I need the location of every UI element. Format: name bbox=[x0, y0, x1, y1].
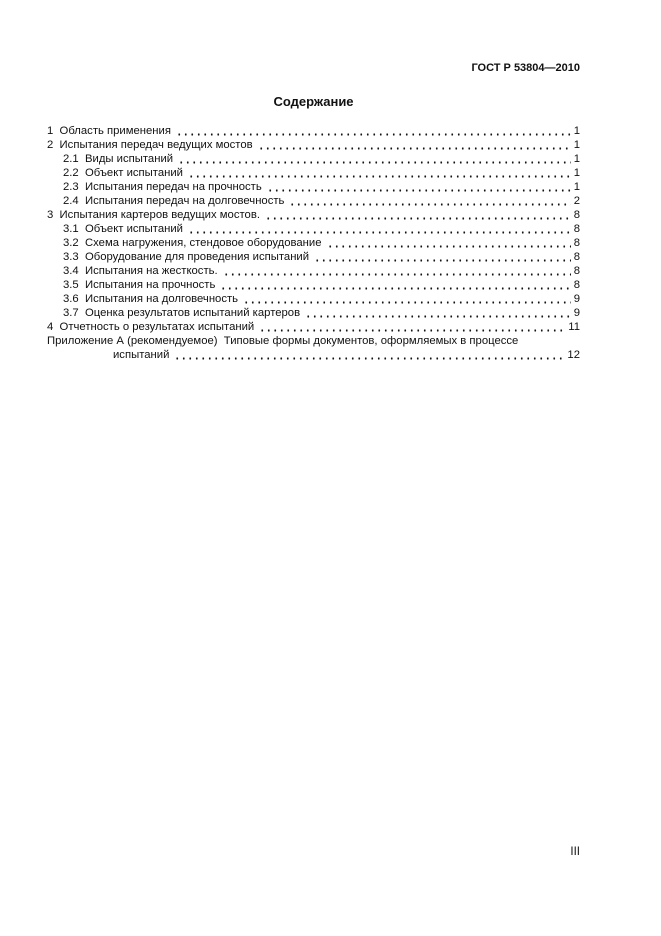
dot-leader bbox=[314, 250, 571, 264]
toc-entry bbox=[47, 292, 580, 306]
toc-entry-label: 3.1 Объект испытаний bbox=[63, 223, 183, 235]
toc-entry bbox=[47, 222, 580, 236]
toc-entry-page: 12 bbox=[567, 349, 580, 361]
dot-leader bbox=[258, 138, 571, 152]
dot-leader bbox=[223, 264, 571, 278]
toc-entry-label: 3.3 Оборудование для проведения испытаний bbox=[63, 251, 310, 263]
toc-entry-page: 8 bbox=[573, 279, 580, 291]
toc-entry-label: Приложение А (рекомендуемое) Типовые формы документов, оформляемых в процессе bbox=[47, 335, 519, 347]
dot-leader bbox=[178, 152, 571, 166]
toc-entry-label: 2.1 Виды испытаний bbox=[63, 153, 174, 165]
dot-leader bbox=[174, 348, 564, 362]
page-number-footer: III bbox=[570, 846, 580, 858]
toc-entry-label: 2.3 Испытания передач на прочность bbox=[63, 181, 262, 193]
toc-entry-page: 1 bbox=[573, 153, 580, 165]
dot-leader bbox=[176, 124, 571, 138]
toc-entry bbox=[47, 152, 580, 166]
toc-entry-page: 8 bbox=[573, 237, 580, 249]
toc-entry bbox=[47, 166, 580, 180]
toc-entry-label: 3.6 Испытания на долговечность bbox=[63, 293, 239, 305]
toc-entry-page: 1 bbox=[573, 181, 580, 193]
toc-entry-page: 8 bbox=[573, 251, 580, 263]
toc-entry-page: 1 bbox=[573, 139, 580, 151]
page-title: Содержание bbox=[273, 94, 354, 109]
document-number-header: ГОСТ Р 53804—2010 bbox=[471, 62, 580, 74]
toc-entry-page: 2 bbox=[573, 195, 580, 207]
toc-entry bbox=[47, 208, 580, 222]
toc-entry-page: 8 bbox=[573, 223, 580, 235]
toc-entry bbox=[47, 306, 580, 320]
toc-entry-label: 3.4 Испытания на жесткость. bbox=[63, 265, 218, 277]
dot-leader bbox=[289, 194, 570, 208]
toc-entry-label: 3.5 Испытания на прочность bbox=[63, 279, 216, 291]
dot-leader bbox=[259, 320, 565, 334]
dot-leader bbox=[243, 292, 571, 306]
toc-entry-label: 1 Область применения bbox=[47, 125, 171, 137]
toc-entry bbox=[47, 334, 580, 348]
dot-leader bbox=[265, 208, 571, 222]
toc-entry-label: 3.7 Оценка результатов испытаний картеров bbox=[63, 307, 301, 319]
toc-entry bbox=[47, 278, 580, 292]
toc-entry-label: испытаний bbox=[113, 349, 170, 361]
toc-entry bbox=[47, 236, 580, 250]
toc-entry-label: 3.2 Схема нагружения, стендовое оборудование bbox=[63, 237, 322, 249]
toc-entry bbox=[47, 348, 580, 362]
toc-entry-page: 1 bbox=[573, 125, 580, 137]
dot-leader bbox=[327, 236, 571, 250]
dot-leader bbox=[220, 278, 570, 292]
toc-entry bbox=[47, 138, 580, 152]
toc-entry-page: 1 bbox=[573, 167, 580, 179]
toc-entry-label: 2 Испытания передач ведущих мостов bbox=[47, 139, 253, 151]
toc-entry-page: 8 bbox=[573, 209, 580, 221]
page-content bbox=[47, 0, 580, 362]
toc-entry-label: 2.2 Объект испытаний bbox=[63, 167, 183, 179]
toc-entry-page: 11 bbox=[568, 321, 580, 333]
toc-entry bbox=[47, 320, 580, 334]
toc-entry-label: 2.4 Испытания передач на долговечность bbox=[63, 195, 285, 207]
toc-entry-page: 9 bbox=[573, 307, 580, 319]
toc-entry-page: 9 bbox=[573, 293, 580, 305]
dot-leader bbox=[267, 180, 571, 194]
dot-leader bbox=[523, 334, 577, 348]
toc-entry-label: 3 Испытания картеров ведущих мостов. bbox=[47, 209, 260, 221]
toc-entry-label: 4 Отчетность о результатах испытаний bbox=[47, 321, 255, 333]
dot-leader bbox=[305, 306, 571, 320]
dot-leader bbox=[188, 222, 571, 236]
dot-leader bbox=[188, 166, 571, 180]
toc-entry bbox=[47, 124, 580, 138]
toc-entry bbox=[47, 264, 580, 278]
toc-entry bbox=[47, 250, 580, 264]
toc-entry bbox=[47, 194, 580, 208]
toc-entry bbox=[47, 180, 580, 194]
toc-list bbox=[47, 124, 580, 362]
toc-entry-page: 8 bbox=[573, 265, 580, 277]
